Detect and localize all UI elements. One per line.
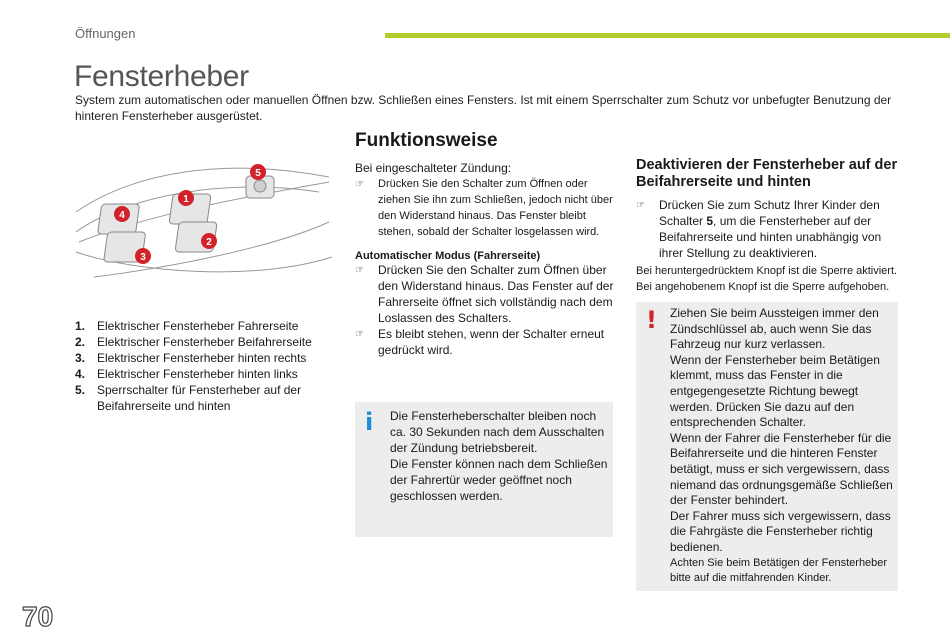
warning-box — [636, 302, 898, 591]
callout-2-label: 2 — [206, 237, 212, 248]
page-number: 70 — [22, 601, 54, 632]
warning-line: Wenn der Fensterheber beim Betätigen klemmt, muss das Fenster in die entgegengesetzte Richtung bewegt werden. Drücken Sie dazu auf den entsprechenden Schalter. — [670, 352, 880, 430]
pointer-icon: ☞ — [355, 179, 364, 190]
functions-section — [355, 130, 615, 358]
intro-text: System zum automatischen oder manuellen Öffnen bzw. Schließen eines Fensters. Ist mit einem Sperrschalter zum Schutz vor unbefugter Benutzung der hinteren Fensterheber ausgerüstet. — [75, 93, 892, 123]
info-line: Die Fenster können nach dem Schließen der Fahrertür weder geöffnet noch geschlossen werden. — [390, 457, 608, 503]
legend-item: 2. Elektrischer Fensterheber Beifahrerseite — [75, 335, 312, 349]
section-label: Öffnungen — [75, 26, 136, 41]
info-icon: i — [365, 408, 374, 436]
deactivate-note: Bei heruntergedrücktem Knopf ist die Sperre aktiviert. — [636, 265, 898, 277]
window-switch-illustration — [74, 152, 336, 292]
callout-5-label: 5 — [255, 168, 261, 179]
deactivate-section — [636, 157, 898, 295]
legend-item: 5. Sperrschalter für Fensterheber auf der Beifahrerseite und hinten — [75, 383, 302, 413]
auto-bullet: ☞ Es bleibt stehen, wenn der Schalter erneut gedrückt wird. — [355, 327, 605, 357]
info-box — [355, 402, 613, 537]
legend-item: 4. Elektrischer Fensterheber hinten links — [75, 367, 298, 381]
warning-line: Ziehen Sie beim Aussteigen immer den Zündschlüssel ab, auch wenn Sie das Fahrzeug nur kurz verlassen. — [670, 306, 879, 352]
auto-mode-heading: Automatischer Modus (Fahrerseite) — [355, 250, 541, 262]
functions-heading: Funktionsweise — [355, 130, 498, 151]
manual-bullet: ☞ Drücken Sie den Schalter zum Öffnen oder ziehen Sie ihn zum Schließen, jedoch nicht über den Widerstand hinaus. Das Fenster bleibt stehen, sobald der Schalter losgelassen wird. — [355, 178, 613, 238]
callout-4-label: 4 — [119, 210, 125, 221]
warning-line: Achten Sie beim Betätigen der Fensterheber bitte auf die mitfahrenden Kinder. — [670, 556, 888, 585]
legend-item: 3. Elektrischer Fensterheber hinten rechts — [75, 351, 307, 365]
legend-item: 1. Elektrischer Fensterheber Fahrerseite — [75, 319, 299, 333]
deactivate-heading: Deaktivieren der Fensterheber auf der Beifahrerseite und hinten — [636, 157, 898, 190]
info-line: Die Fensterheberschalter bleiben noch ca. 30 Sekunden nach dem Ausschalten der Zündung betriebsbereit. — [390, 409, 605, 455]
pointer-icon: ☞ — [355, 265, 364, 276]
warning-icon: ! — [646, 306, 657, 334]
auto-bullet: ☞ Drücken Sie den Schalter zum Öffnen über den Widerstand hinaus. Das Fenster auf der Fahrerseite öffnet sich vollständig nach dem Loslassen des Schalters. — [355, 263, 614, 325]
page-title: Fensterheber — [74, 60, 249, 93]
deactivate-bullet: ☞ Drücken Sie zum Schutz Ihrer Kinder den Schalter 5, um die Fensterheber auf der Beifahrerseite und hinten unabhängig von ihrer Stellung zu deaktivieren. — [636, 198, 882, 260]
warning-line: Der Fahrer muss sich vergewissern, dass die Fahrgäste die Fensterheber richtig bedienen. — [670, 508, 891, 554]
pointer-icon: ☞ — [355, 329, 364, 340]
deactivate-note: Bei angehobenem Knopf ist die Sperre aufgehoben. — [636, 281, 890, 293]
callout-1-label: 1 — [183, 194, 189, 205]
legend-list — [75, 318, 335, 414]
functions-lead: Bei eingeschalteter Zündung: — [355, 161, 512, 175]
callout-3-label: 3 — [140, 252, 146, 263]
warning-line: Wenn der Fahrer die Fensterheber für die Beifahrerseite und die hinteren Fenster betätigt, muss er sich vergewissern, dass niemand das ordnungsgemäße Schließen der Fenster behindert. — [670, 430, 893, 508]
pointer-icon: ☞ — [636, 200, 645, 211]
accent-bar — [385, 33, 950, 38]
